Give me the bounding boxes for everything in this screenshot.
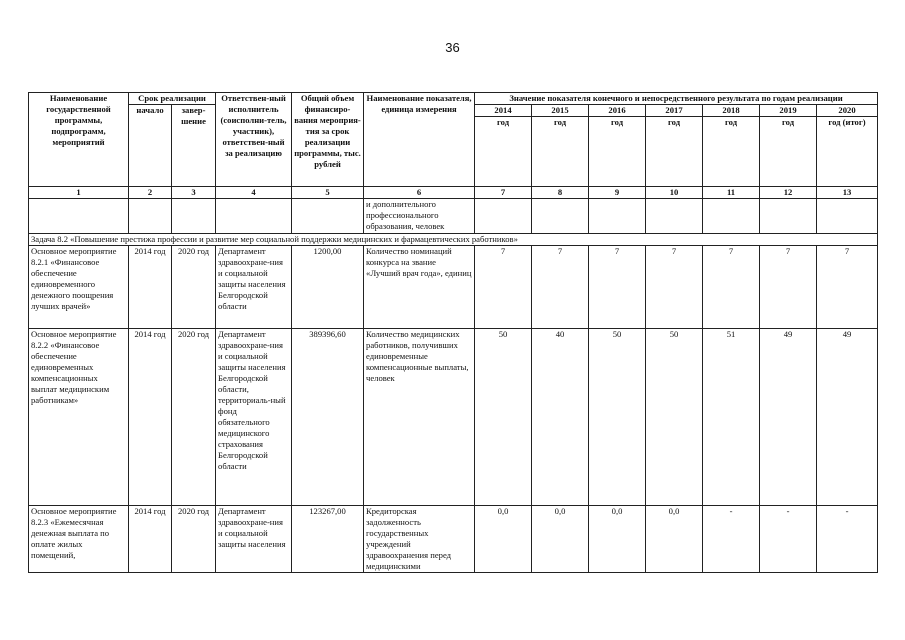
value-2015: 7 (532, 246, 589, 329)
value-2016: 7 (589, 246, 646, 329)
header-year-unit: год (703, 117, 760, 187)
column-number: 1 (29, 187, 129, 199)
column-number: 13 (817, 187, 878, 199)
value-2017: 7 (646, 246, 703, 329)
start-year: 2014 год (129, 506, 172, 573)
task-row (29, 234, 878, 246)
value-2014: 7 (475, 246, 532, 329)
header-year: 2014 (475, 105, 532, 117)
column-number: 7 (475, 187, 532, 199)
header-year: 2018 (703, 105, 760, 117)
header-year: 2017 (646, 105, 703, 117)
header-executor: Ответствен-ный исполнитель (соисполни-тель, участник), ответствен-ный за реализацию (216, 93, 292, 187)
table-row (29, 329, 878, 506)
header-values-title: Значение показателя конечного и непосредственного результата по годам реализации (475, 93, 878, 105)
column-number: 3 (172, 187, 216, 199)
value-2017: 0,0 (646, 506, 703, 573)
header-end: завер-шение (172, 105, 216, 187)
executor: Департамент здравоохране-ния и социальной защиты населения Белгородской области, территориаль-ный фонд обязательного медицинского страхования Белгородской области (216, 329, 292, 506)
measure-name: Основное мероприятие 8.2.2 «Финансовое обеспечение единовременных компенсационных выплат медицинским работникам» (29, 329, 129, 506)
column-numbers-row (29, 187, 878, 199)
header-year: 2015 (532, 105, 589, 117)
header-total-finance: Общий объем финансиро-вания мероприя-тия за срок реализации программы, тыс. рублей (292, 93, 364, 187)
end-year: 2020 год (172, 246, 216, 329)
column-number: 8 (532, 187, 589, 199)
header-start: начало (129, 105, 172, 187)
header-program-name: Наименование государственной программы, подпрограмм, мероприятий (29, 93, 129, 187)
indicator: Количество номинаций конкурса на звание «Лучший врач года», единиц (364, 246, 475, 329)
finance-amount: 389396,60 (292, 329, 364, 506)
measure-name: Основное мероприятие 8.2.1 «Финансовое обеспечение единовременного денежного поощрения лучших врачей» (29, 246, 129, 329)
header-year: 2020 (817, 105, 878, 117)
value-2017: 50 (646, 329, 703, 506)
value-2020: 49 (817, 329, 878, 506)
value-2014: 0,0 (475, 506, 532, 573)
page-number: 36 (445, 40, 460, 55)
finance-amount: 1200,00 (292, 246, 364, 329)
column-number: 12 (760, 187, 817, 199)
table-row (29, 506, 878, 573)
column-number: 4 (216, 187, 292, 199)
finance-amount: 123267,00 (292, 506, 364, 573)
program-table (28, 92, 878, 573)
column-number: 5 (292, 187, 364, 199)
indicator: Количество медицинских работников, получивших единовременные компенсационные выплаты, человек (364, 329, 475, 506)
task-title: Задача 8.2 «Повышение престижа профессии и развитие мер социальной поддержки медицинских и фармацевтических работников» (29, 234, 878, 246)
header-period: Срок реализации (129, 93, 216, 105)
value-2018: 7 (703, 246, 760, 329)
header-indicator: Наименование показателя, единица измерения (364, 93, 475, 187)
value-2018: 51 (703, 329, 760, 506)
header-year-unit: год (итог) (817, 117, 878, 187)
measure-name: Основное мероприятие 8.2.3 «Ежемесячная денежная выплата по оплате жилых помещений, (29, 506, 129, 573)
column-number: 6 (364, 187, 475, 199)
executor: Департамент здравоохране-ния и социальной защиты населения (216, 506, 292, 573)
continuation-row (29, 199, 878, 234)
header-year-unit: год (475, 117, 532, 187)
value-2019: 7 (760, 246, 817, 329)
table-row (29, 246, 878, 329)
start-year: 2014 год (129, 329, 172, 506)
value-2015: 40 (532, 329, 589, 506)
column-number: 2 (129, 187, 172, 199)
header-row (29, 93, 878, 105)
value-2019: 49 (760, 329, 817, 506)
end-year: 2020 год (172, 329, 216, 506)
executor: Департамент здравоохране-ния и социальной защиты населения Белгородской области (216, 246, 292, 329)
column-number: 11 (703, 187, 760, 199)
header-year-unit: год (532, 117, 589, 187)
column-number: 10 (646, 187, 703, 199)
header-year: 2019 (760, 105, 817, 117)
end-year: 2020 год (172, 506, 216, 573)
value-2016: 0,0 (589, 506, 646, 573)
header-year-unit: год (589, 117, 646, 187)
value-2020: - (817, 506, 878, 573)
header-year-unit: год (760, 117, 817, 187)
header-year-unit: год (646, 117, 703, 187)
value-2014: 50 (475, 329, 532, 506)
start-year: 2014 год (129, 246, 172, 329)
value-2016: 50 (589, 329, 646, 506)
continuation-indicator: и дополнительного профессионального образования, человек (364, 199, 475, 234)
value-2015: 0,0 (532, 506, 589, 573)
header-year: 2016 (589, 105, 646, 117)
value-2020: 7 (817, 246, 878, 329)
column-number: 9 (589, 187, 646, 199)
indicator: Кредиторская задолженность государственных учреждений здравоохранения перед медицинскими (364, 506, 475, 573)
value-2019: - (760, 506, 817, 573)
value-2018: - (703, 506, 760, 573)
